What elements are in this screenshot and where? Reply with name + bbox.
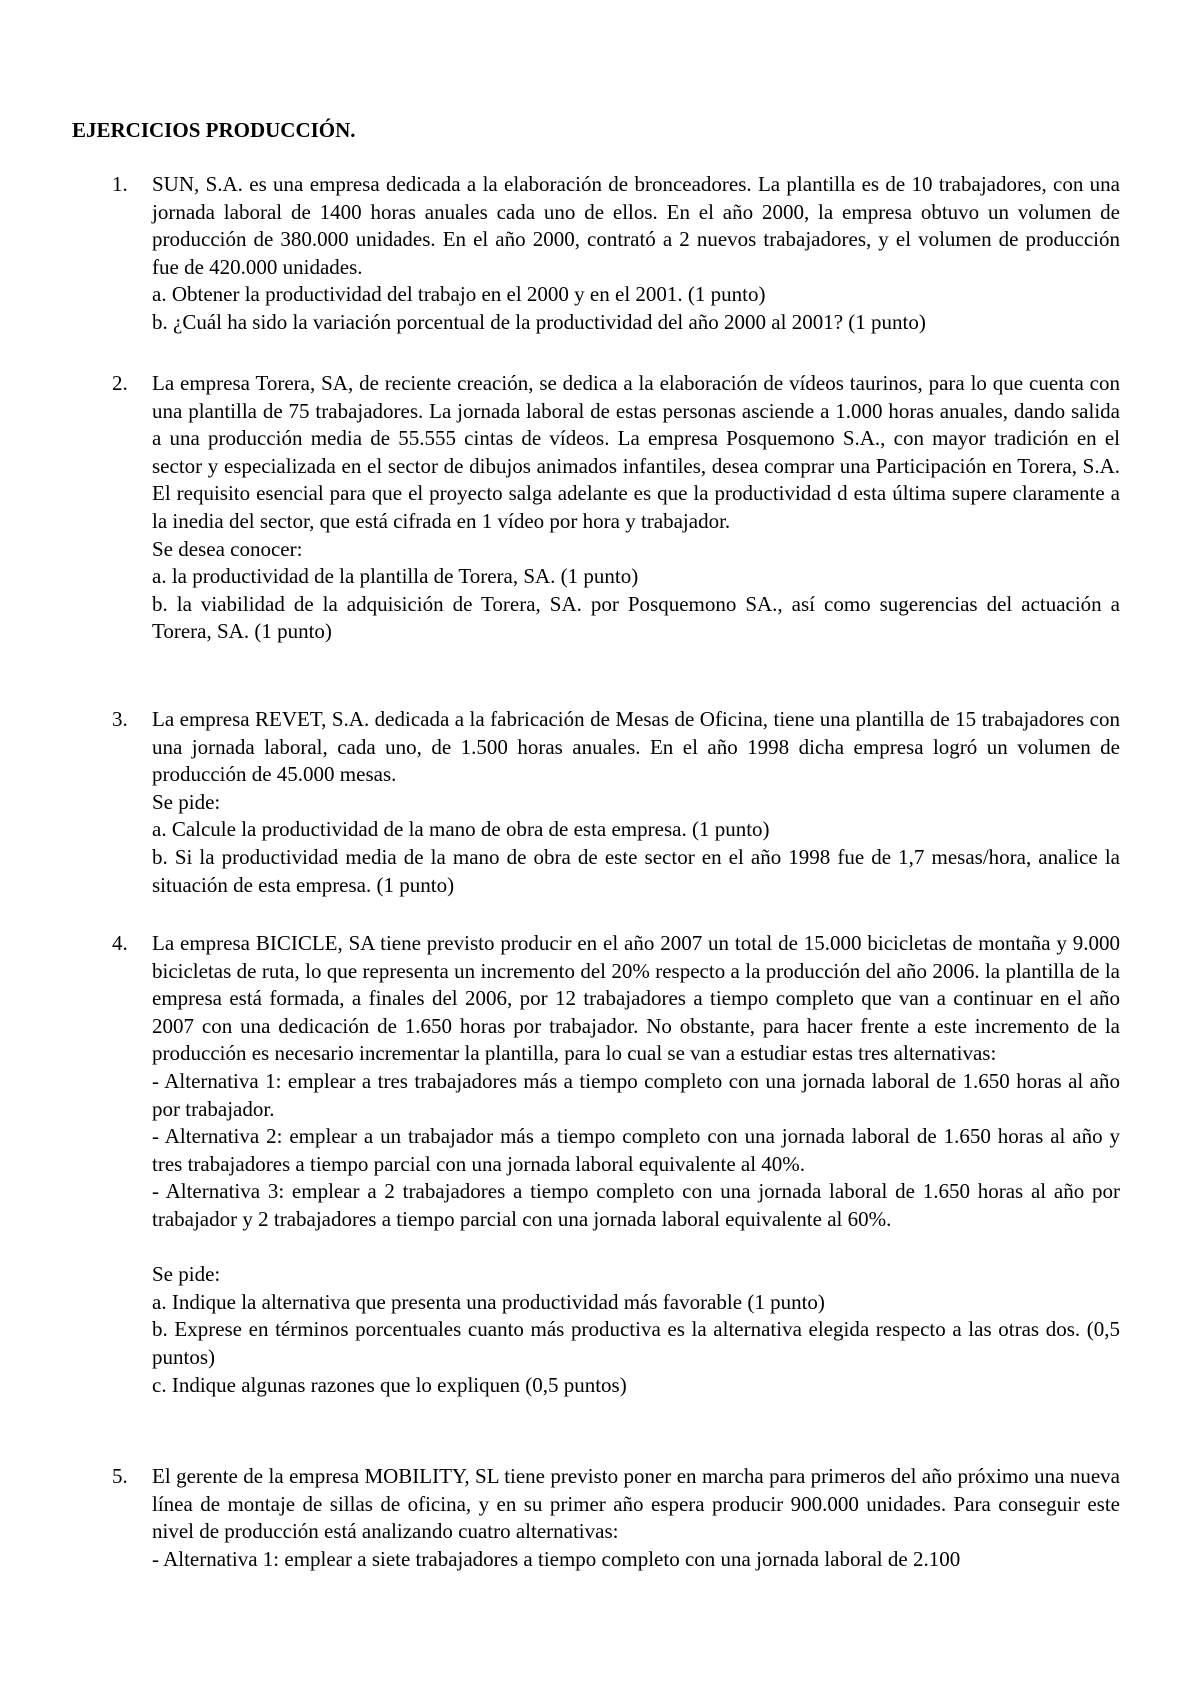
exercise-1 bbox=[112, 171, 1120, 337]
alternative-item: - Alternativa 1: emplear a siete trabajadores a tiempo completo con una jornada laboral de 2.100 bbox=[152, 1546, 961, 1571]
exercise-item: a. la productividad de la plantilla de Torera, SA. (1 punto) bbox=[152, 564, 639, 589]
exercise-number: 1. bbox=[112, 172, 128, 196]
exercise-2 bbox=[112, 370, 1120, 646]
paragraph-spacer bbox=[152, 1234, 1120, 1262]
exercise-body bbox=[152, 1463, 1120, 1573]
exercise-item: b. la viabilidad de la adquisición de Torera, SA. por Posquemono SA., así como sugerencias del actuación a Torera, SA. (1 punto) bbox=[152, 591, 1120, 644]
exercise-body bbox=[152, 706, 1120, 899]
alternative-item: - Alternativa 2: emplear a un trabajador más a tiempo completo con una jornada laboral de 1.650 horas al año y tres trabajadores a tiempo parcial con una jornada laboral equivalente al 40%. bbox=[152, 1124, 1120, 1176]
exercise-statement: La empresa BICICLE, SA tiene previsto producir en el año 2007 un total de 15.000 bicicletas de montaña y 9.000 bicicletas de ruta, lo que representa un incremento del 20% respecto a la producción del año 2006. la plantilla de la empresa está formada, a finales del 2006, por 12 trabajadores a tiempo completo que van a continuar en el año 2007 con una dedicación de 1.650 horas por trabajador. No obstante, para hacer frente a este incremento de la producción es necesario incrementar la plantilla, para lo cual se van a estudiar estas tres alternativas: bbox=[152, 931, 1120, 1066]
alternative-item: - Alternativa 3: emplear a 2 trabajadores a tiempo completo con una jornada laboral de 1.650 horas al año por trabajador y 2 trabajadores a tiempo parcial con una jornada laboral equivalente al 60%. bbox=[152, 1179, 1120, 1231]
exercise-body bbox=[152, 171, 1120, 337]
exercise-3 bbox=[112, 706, 1120, 899]
exercise-item: c. Indique algunas razones que lo expliquen (0,5 puntos) bbox=[152, 1372, 627, 1397]
alternative-item: - Alternativa 1: emplear a tres trabajadores más a tiempo completo con una jornada laboral de 1.650 horas al año por trabajador. bbox=[152, 1068, 1120, 1121]
exercise-number: 3. bbox=[112, 707, 128, 731]
exercise-prompt: Se pide: bbox=[152, 1262, 221, 1287]
exercise-body bbox=[152, 370, 1120, 646]
exercise-item: a. Indique la alternativa que presenta una productividad más favorable (1 punto) bbox=[152, 1289, 825, 1314]
document-title: EJERCICIOS PRODUCCIÓN. bbox=[72, 118, 356, 142]
exercise-prompt: Se desea conocer: bbox=[152, 536, 303, 561]
exercise-statement: La empresa REVET, S.A. dedicada a la fabricación de Mesas de Oficina, tiene una plantilla de 15 trabajadores con una jornada laboral, cada uno, de 1.500 horas anuales. En el año 1998 dicha empresa logró un volumen de producción de 45.000 mesas. bbox=[152, 707, 1120, 787]
exercise-prompt: Se pide: bbox=[152, 789, 221, 814]
exercise-statement: SUN, S.A. es una empresa dedicada a la elaboración de bronceadores. La plantilla es de 10 trabajadores, con una jornada laboral de 1400 horas anuales cada uno de ellos. En el año 2000, la empresa obtuvo un volumen de producción de 380.000 unidades. En el año 2000, contrató a 2 nuevos trabajadores, y el volumen de producción fue de 420.000 unidades. bbox=[152, 172, 1120, 279]
exercise-number: 5. bbox=[112, 1464, 128, 1488]
exercise-statement: El gerente de la empresa MOBILITY, SL tiene previsto poner en marcha para primeros del año próximo una nueva línea de montaje de sillas de oficina, y en su primer año espera producir 900.000 unidades. Para conseguir este nivel de producción está analizando cuatro alternativas: bbox=[152, 1464, 1120, 1544]
exercise-item: b. ¿Cuál ha sido la variación porcentual de la productividad del año 2000 al 2001? (1 punto) bbox=[152, 309, 926, 334]
exercise-item: b. Si la productividad media de la mano de obra de este sector en el año 1998 fue de 1,7 mesas/hora, analice la situación de esta empresa. (1 punto) bbox=[152, 844, 1120, 897]
exercise-item: b. Exprese en términos porcentuales cuanto más productiva es la alternativa elegida respecto a las otras dos. (0,5 puntos) bbox=[152, 1317, 1120, 1369]
exercise-item: a. Calcule la productividad de la mano de obra de esta empresa. (1 punto) bbox=[152, 817, 770, 842]
exercise-item: a. Obtener la productividad del trabajo en el 2000 y en el 2001. (1 punto) bbox=[152, 282, 766, 307]
exercise-5 bbox=[112, 1463, 1120, 1573]
exercise-4 bbox=[112, 930, 1120, 1399]
exercise-body bbox=[152, 930, 1120, 1399]
exercise-number: 4. bbox=[112, 931, 128, 955]
exercise-statement: La empresa Torera, SA, de reciente creación, se dedica a la elaboración de vídeos taurinos, para lo que cuenta con una plantilla de 75 trabajadores. La jornada laboral de estas personas asciende a 1.000 horas anuales, dando salida a una producción media de 55.555 cintas de vídeos. La empresa Posquemono S.A., con mayor tradición en el sector y especializada en el sector de dibujos animados infantiles, desea comprar una Participación en Torera, S.A. El requisito esencial para que el proyecto salga adelante es que la productividad d esta última supere claramente a la inedia del sector, que está cifrada en 1 vídeo por hora y trabajador. bbox=[152, 371, 1120, 533]
exercise-number: 2. bbox=[112, 371, 128, 395]
